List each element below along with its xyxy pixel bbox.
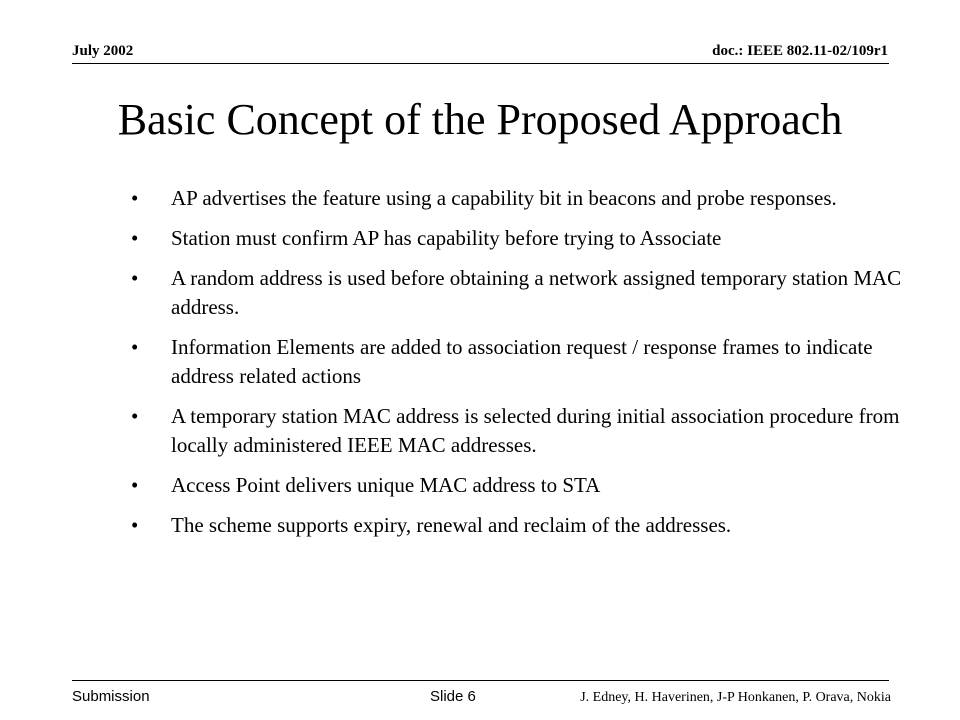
footer-slide-number: Slide 6 <box>430 688 476 705</box>
bullet-text: Station must confirm AP has capability before trying to Associate <box>171 226 722 250</box>
list-item <box>131 333 921 391</box>
header-rule <box>72 63 889 64</box>
bullet-icon: • <box>131 226 139 250</box>
footer-authors: J. Edney, H. Haverinen, J-P Honkanen, P. Orava, Nokia <box>580 690 891 705</box>
bullet-text: AP advertises the feature using a capability bit in beacons and probe responses. <box>171 186 837 210</box>
footer-rule <box>72 680 889 681</box>
list-item <box>131 264 921 322</box>
bullet-text: A temporary station MAC address is selected during initial association procedure from locally administered IEEE MAC addresses. <box>171 404 900 457</box>
bullet-text: Access Point delivers unique MAC address to STA <box>171 473 601 497</box>
bullet-text: A random address is used before obtaining a network assigned temporary station MAC address. <box>171 266 902 319</box>
list-item <box>131 184 921 213</box>
bullet-text: Information Elements are added to association request / response frames to indicate address related actions <box>171 335 873 388</box>
bullet-icon: • <box>131 404 139 428</box>
bullet-icon: • <box>131 266 139 290</box>
bullet-icon: • <box>131 335 139 359</box>
bullet-text: The scheme supports expiry, renewal and reclaim of the addresses. <box>171 513 732 537</box>
header-doc-id: doc.: IEEE 802.11-02/109r1 <box>712 43 888 59</box>
bullet-icon: • <box>131 473 139 497</box>
list-item <box>131 224 921 253</box>
list-item <box>131 511 921 540</box>
bullet-list <box>131 184 921 551</box>
list-item <box>131 471 921 500</box>
list-item <box>131 402 921 460</box>
footer-submission: Submission <box>72 688 150 705</box>
bullet-icon: • <box>131 513 139 537</box>
bullet-icon: • <box>131 186 139 210</box>
slide-title: Basic Concept of the Proposed Approach <box>117 95 843 144</box>
header-date: July 2002 <box>72 43 134 59</box>
